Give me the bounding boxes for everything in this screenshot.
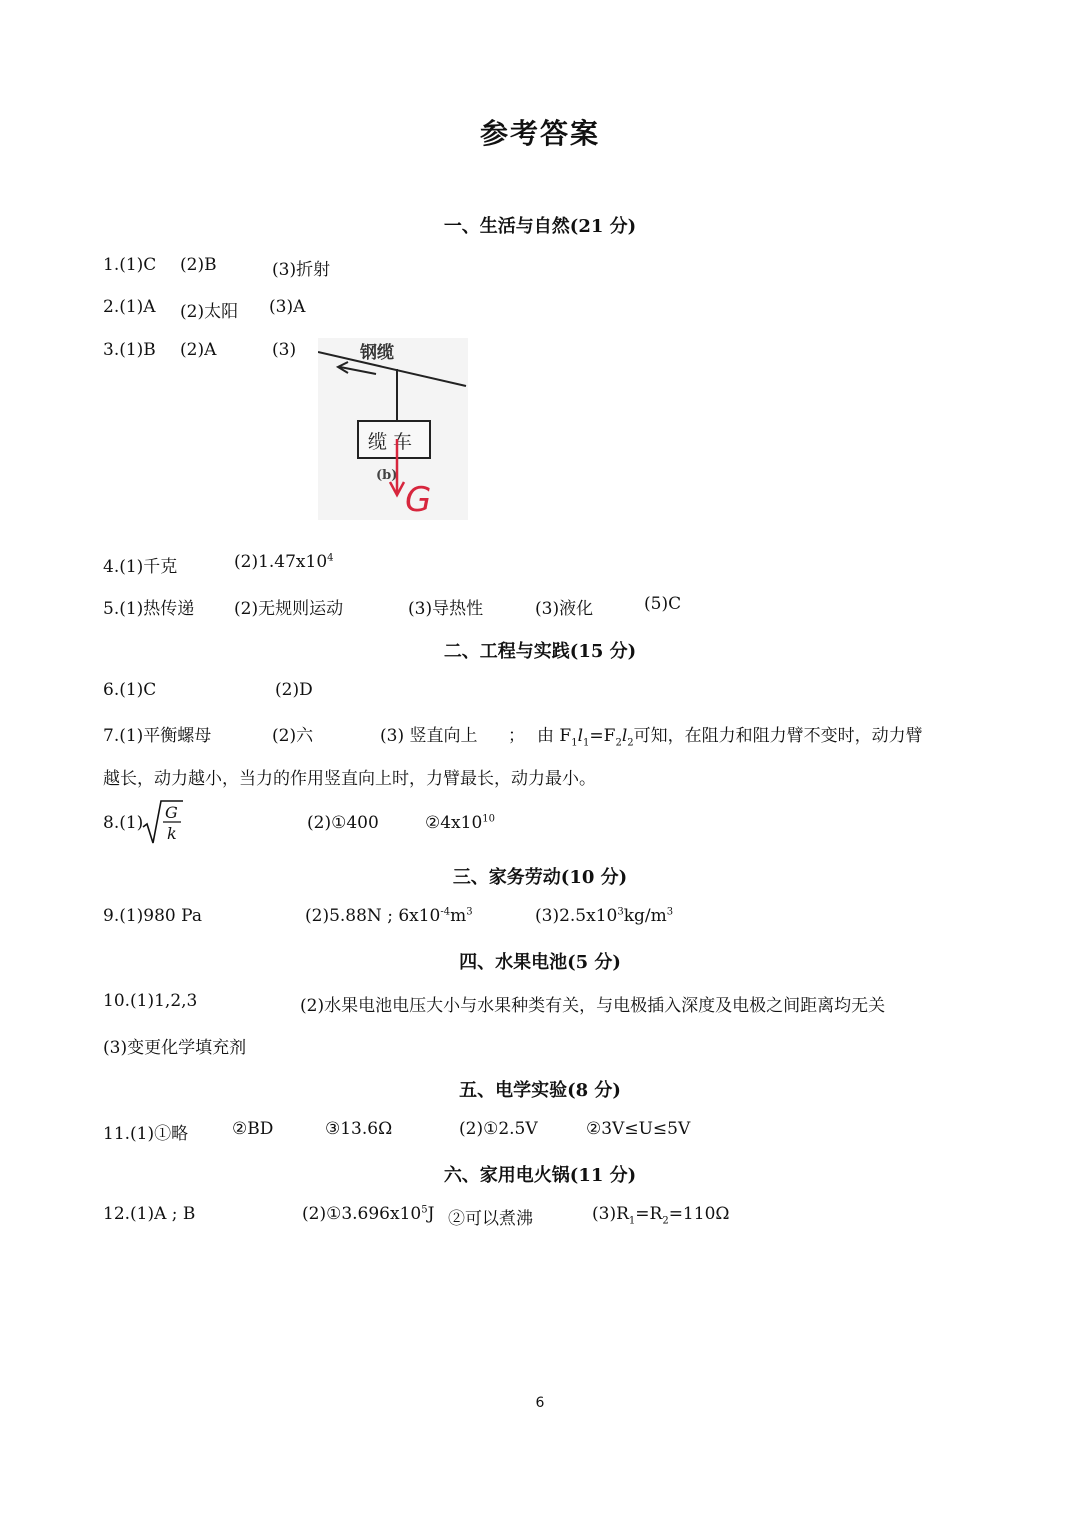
q11-part2: ②BD [232, 1119, 274, 1139]
q9-part2-b-exp: 3 [466, 906, 473, 918]
page-number: 6 [535, 1395, 545, 1411]
q9-part3-b-exp: 3 [666, 906, 674, 918]
q12-part3: ②可以煮沸 [448, 1209, 533, 1229]
q12-part4-a: (3)R [592, 1204, 629, 1224]
section-heading-6: 六、家用电火锅(11 分) [443, 1165, 637, 1186]
q12-part2-a-exp: 5 [421, 1204, 428, 1216]
q3-part1: 3.(1)B [103, 340, 156, 360]
answer-line-7-continued: 越长，动力越小，当力的作用竖直向上时，力臂最长，动力最小。 [103, 769, 596, 789]
q7-f2-sub: 2 [615, 737, 622, 749]
q11-part3: ③13.6Ω [325, 1119, 393, 1139]
q4-part2-base: (2)1.47x10 [234, 552, 328, 572]
section-heading-2: 二、工程与实践(15 分) [443, 641, 637, 662]
q8-part3 [425, 813, 495, 833]
q1-part3: (3)折射 [272, 260, 331, 280]
q9-part2 [305, 906, 473, 926]
q7-part2: (2)六 [272, 726, 314, 746]
gravity-label: G [405, 480, 432, 520]
fraction-denominator: k [167, 824, 177, 843]
q6-part2: (2)D [275, 680, 313, 700]
q12-part2 [302, 1204, 434, 1224]
q8-part3-base: ②4x10 [425, 813, 483, 833]
q7-l2: l [621, 726, 628, 746]
car-label: 缆 车 [368, 431, 413, 453]
q2-part1: 2.(1)A [103, 297, 156, 317]
fraction-numerator: G [165, 803, 178, 822]
q12-part2-a: (2)①3.696x10 [302, 1204, 422, 1224]
q5-part2: (2)无规则运动 [234, 599, 344, 619]
q11-part4: (2)①2.5V [459, 1119, 538, 1139]
section-heading-1: 一、生活与自然(21 分) [443, 216, 637, 237]
q10-part2: (2)水果电池电压大小与水果种类有关，与电极插入深度及电极之间距离均无关 [300, 996, 886, 1016]
q11-part5: ②3V≤U≤5V [586, 1119, 691, 1139]
q9-part3-a-exp: 3 [617, 906, 624, 918]
q12-part4-c: =110Ω [668, 1204, 730, 1224]
page-title: 参考答案 [479, 117, 600, 150]
q12-part4-a-sub: 1 [628, 1215, 636, 1227]
sqrt-formula [141, 799, 185, 847]
q12-part2-b: J [427, 1204, 435, 1224]
q12-part1: 12.(1)A ; B [103, 1204, 196, 1224]
q5-part4: (3)液化 [535, 599, 594, 619]
q9-part1: 9.(1)980 Pa [103, 906, 202, 926]
q9-part3 [535, 906, 673, 926]
force-diagram-svg [318, 338, 468, 520]
q5-part3: (3)导热性 [408, 599, 484, 619]
q6-part1: 6.(1)C [103, 680, 157, 700]
q5-part5: (5)C [644, 594, 682, 614]
q10-part1: 10.(1)1,2,3 [103, 991, 198, 1011]
q9-part3-b: kg/m [623, 906, 667, 926]
q7-semicolon: ； [508, 726, 525, 746]
section-heading-4: 四、水果电池(5 分) [459, 952, 621, 973]
q4-part2-exp: 4 [327, 552, 334, 564]
q7-part1: 7.(1)平衡螺母 [103, 726, 212, 746]
q4-part1: 4.(1)千克 [103, 557, 178, 577]
q8-part2: (2)①400 [307, 813, 379, 833]
q9-part2-a-exp: -4 [440, 906, 451, 918]
q1-part2: (2)B [180, 255, 217, 275]
q7-l1: l [577, 726, 584, 746]
q8-part3-exp: 10 [482, 813, 496, 825]
q9-part2-a: (2)5.88N ; 6x10 [305, 906, 441, 926]
section-heading-5: 五、电学实验(8 分) [459, 1080, 621, 1101]
q2-part3: (3)A [269, 297, 306, 317]
q9-part2-b: m [450, 906, 467, 926]
q9-part3-a: (3)2.5x10 [535, 906, 618, 926]
q7-part3: (3) 竖直向上 [380, 726, 478, 746]
q3-part2: (2)A [180, 340, 217, 360]
q3-part3: (3) [272, 340, 297, 360]
force-diagram [318, 338, 468, 520]
q1-part1: 1.(1)C [103, 255, 157, 275]
answer-line-10-continued: (3)变更化学填充剂 [103, 1038, 247, 1058]
diagram-caption: (b) [376, 468, 398, 483]
q11-part1: 11.(1)①略 [103, 1124, 189, 1144]
q7-f1-sub: 1 [571, 737, 578, 749]
q8-part1: 8.(1) [103, 813, 144, 833]
section-heading-3: 三、家务劳动(10 分) [452, 867, 628, 888]
q7-l2-sub: 2 [627, 737, 634, 749]
q12-part4-b: =R [635, 1204, 663, 1224]
q12-part4 [592, 1204, 729, 1226]
q2-part2: (2)太阳 [180, 302, 239, 322]
q7-formula-text [537, 721, 923, 748]
q7-l1-sub: 1 [583, 737, 590, 749]
q5-part1: 5.(1)热传递 [103, 599, 195, 619]
q7-tail: 可知，在阻力和阻力臂不变时，动力臂 [633, 726, 923, 746]
q7-eq: =F [589, 726, 616, 746]
cable-label: 钢缆 [360, 343, 394, 363]
q4-part2 [234, 552, 334, 572]
q7-by: 由 F [537, 726, 572, 746]
q12-part4-b-sub: 2 [662, 1215, 669, 1227]
